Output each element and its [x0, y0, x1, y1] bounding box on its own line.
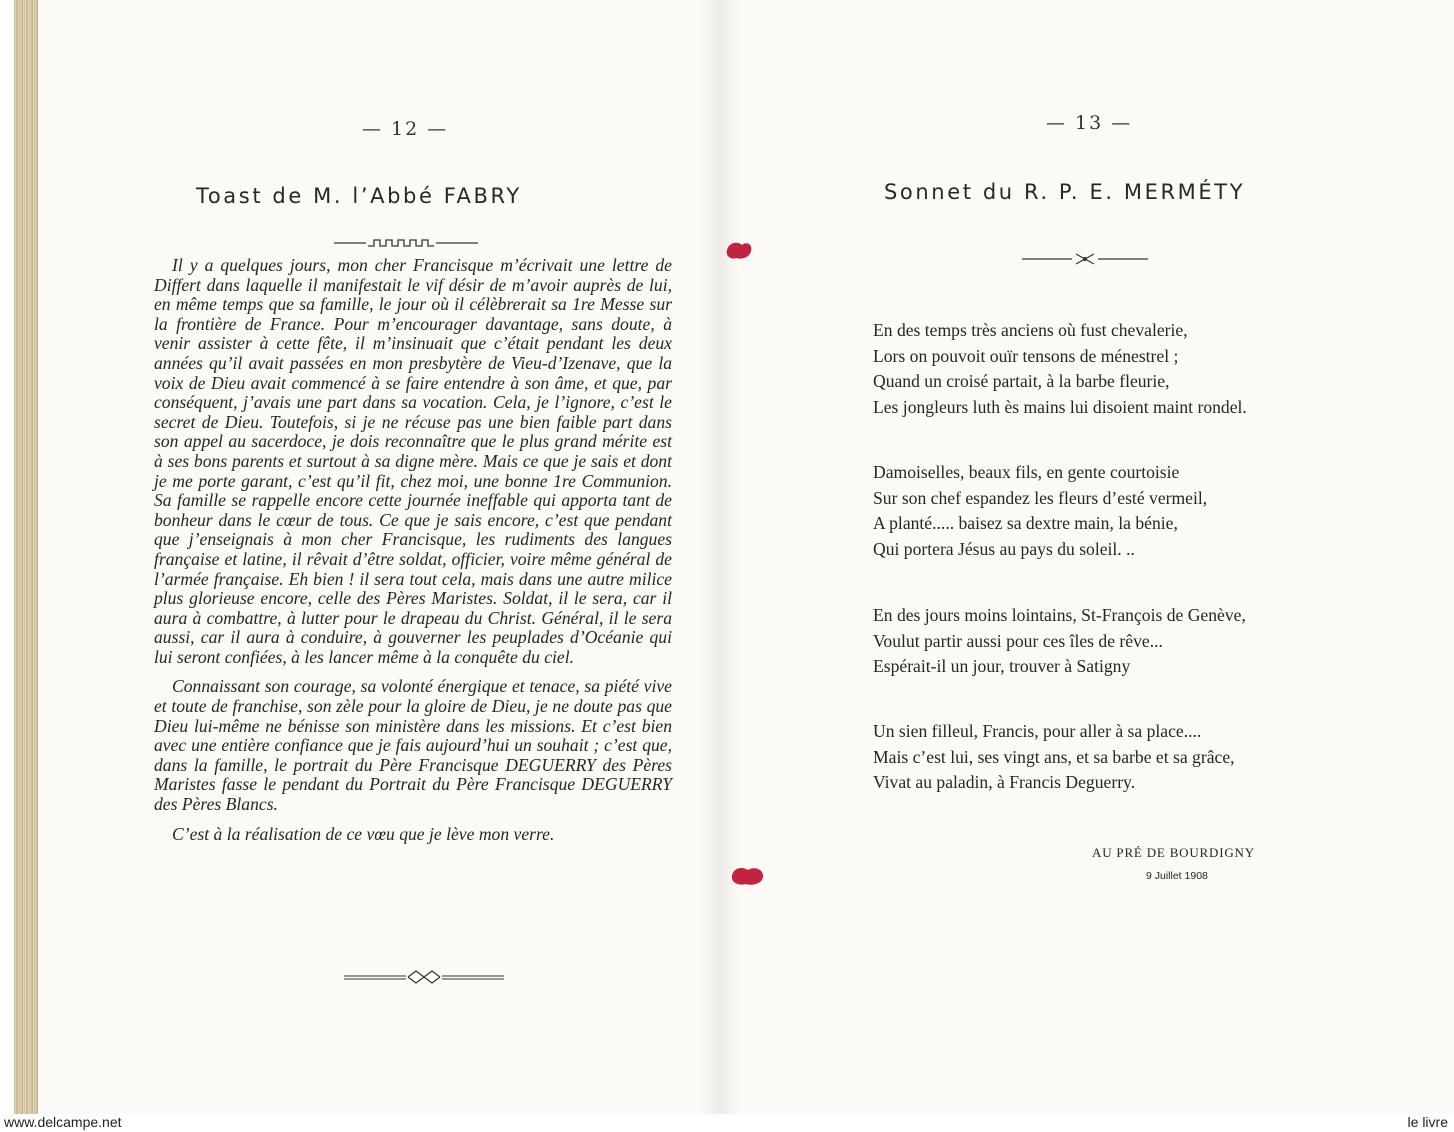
sonnet-stanza-2 [873, 460, 1343, 562]
ribbon-mark-top [724, 240, 754, 262]
verse-line: Espérait-il un jour, trouver à Satigny [873, 656, 1131, 676]
verse-line: Damoiselles, beaux fils, en gente courtoisie [873, 462, 1180, 482]
ribbon-mark-bottom [730, 864, 766, 888]
verse-line: En des temps très anciens où fust chevalerie, [873, 320, 1188, 340]
sonnet-stanza-4 [873, 719, 1343, 796]
verse-line: Qui portera Jésus au pays du soleil. .. [873, 538, 1135, 559]
verse-line: Sur son chef espandez les fleurs d’esté vermeil, [873, 487, 1208, 508]
book-page-edges [14, 0, 39, 1114]
verse-line: Un sien filleul, Francis, pour aller à sa place.... [873, 721, 1202, 741]
toast-paragraph: Il y a quelques jours, mon cher Francisque m’écrivait une lettre de Differt dans laquelle il manifestait le vif désir de m’avoir auprès de lui, en même temps que sa famille, le jour où il célèbrerait sa 1re Messe sur la frontière de France. Pour m’encourager davantage, sans doute, à venir assister à cette fête, il m’insinuait que c’était pendant les deux années qu’il avait passées en mon presbytère de Vieu-d’Izenave, que la voix de Dieu avait commencé à se faire entendre à son âme, et que, par conséquent, j’avais une part dans sa vocation. Cela, je l’ignore, c’est le secret de Dieu. Toutefois, si je ne récuse pas une bien faible part dans son appel au sacerdoce, je dois reconnaître que le plus grand mérite est à ses bons parents et surtout à sa digne mère. Mais ce que je sais et dont je me porte garant, c’est qu’il fit, chez moi, une bonne 1re Communion. Sa famille se rappelle encore cette journée ineffable qui apporta tant de bonheur dans le cœur de tous. Ce que je sais encore, c’est que pendant que j’enseignais à mon cher Francisque, les rudiments des langues française et latine, il rêvait d’être soldat, officier, voire même général de l’armée française. Eh bien ! il sera tout cela, mais dans une autre milice plus glorieuse encore, celle des Pères Maristes. Soldat, il le sera, car il aura à combattre, à lutter pour le drapeau du Christ. Général, il le sera aussi, car il aura à conduire, à gouverner les peuplades d’Océanie qui lui seront confiées, à les lancer même à la conquête du ciel. [154, 255, 672, 667]
right-page-title: Sonnet du R. P. E. MERMÉTY [884, 180, 1246, 204]
verse-line: Voulut partir aussi pour ces îles de rêve... [873, 630, 1163, 651]
end-ornament [344, 968, 504, 984]
signature-date: 9 Juillet 1908 [1146, 870, 1208, 882]
footer-brand: le livre [1407, 1114, 1448, 1130]
footer-strip [0, 1114, 1454, 1132]
footer-site: www.delcampe.net [4, 1114, 122, 1130]
verse-line: Lors on pouvoit ouïr tensons de ménestrel ; [873, 345, 1179, 366]
cross-ornament [1022, 252, 1148, 266]
book-gutter [700, 0, 740, 1114]
left-page-title: Toast de M. l’Abbé FABRY [196, 184, 522, 208]
verse-line: Quand un croisé partait, à la barbe fleurie, [873, 371, 1170, 391]
toast-text [154, 256, 672, 844]
sonnet-stanza-3 [873, 603, 1343, 680]
page-number-right: — 13 — [1046, 112, 1133, 134]
sonnet-stanza-1 [873, 318, 1343, 420]
page-number-left: — 12 — [362, 118, 449, 140]
verse-line: Vivat au paladin, à Francis Deguerry. [873, 772, 1136, 792]
signature-place: AU PRÉ DE BOURDIGNY [1092, 845, 1255, 860]
greek-key-ornament [334, 236, 478, 250]
verse-line: Les jongleurs luth ès mains lui disoient maint rondel. [873, 396, 1247, 417]
verse-line: En des jours moins lointains, St-François de Genève, [873, 605, 1246, 625]
toast-paragraph: Connaissant son courage, sa volonté énergique et tenace, sa piété vive et toute de franchise, son zèle pour la gloire de Dieu, je ne doute pas que Dieu lui-même ne bénisse son ministère dans les missions. Et c’est bien avec une entière confiance que je fais aujourd’hui un souhait ; c’est que, dans la famille, le portrait du Père Francisque DEGUERRY des Pères Maristes fasse le pendant du Portrait du Père Francisque DEGUERRY des Pères Blancs. [154, 676, 672, 815]
verse-line: Mais c’est lui, ses vingt ans, et sa barbe et sa grâce, [873, 746, 1235, 767]
toast-paragraph: C’est à la réalisation de ce vœu que je lève mon verre. [172, 823, 555, 844]
verse-line: A planté..... baisez sa dextre main, la bénie, [873, 513, 1178, 533]
